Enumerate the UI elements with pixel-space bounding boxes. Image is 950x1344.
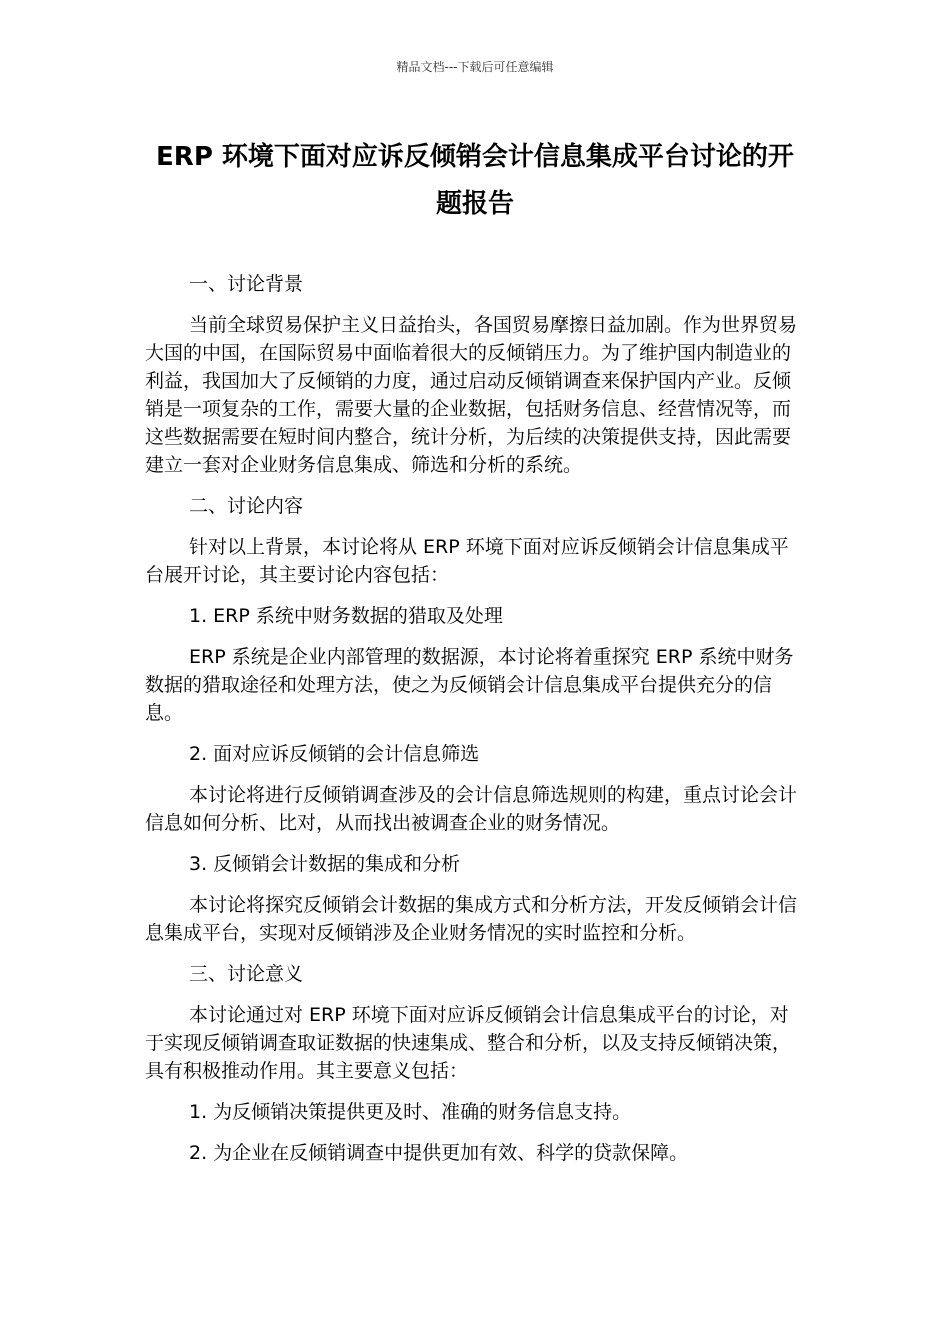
- list-item-significance-2: 2. 为企业在反倾销调查中提供更加有效、科学的贷款保障。: [189, 1142, 689, 1164]
- header-note: 精品文档---下载后可任意编辑: [396, 60, 554, 74]
- paragraph-integration-analysis: 本讨论将探究反倾销会计数据的集成方式和分析方法，开发反倾销会计信息集成平台，实现对反倾销涉及企业财务情况的实时监控和分析。: [145, 894, 798, 944]
- list-item-significance-1: 1. 为反倾销决策提供更及时、准确的财务信息支持。: [189, 1101, 632, 1123]
- document-body: [145, 270, 805, 1180]
- paragraph-background: 当前全球贸易保护主义日益抬头，各国贸易摩擦日益加剧。作为世界贸易大国的中国，在国际贸易中面临着很大的反倾销压力。为了维护国内制造业的利益，我国加大了反倾销的力度，通过启动反倾销调查来保护国内产业。反倾销是一项复杂的工作，需要大量的企业数据，包括财务信息、经营情况等，而这些数据需要在短时间内整合，统计分析，为后续的决策提供支持，因此需要建立一套对企业财务信息集成、筛选和分析的系统。: [145, 314, 798, 476]
- section-heading-background: 一、讨论背景: [189, 273, 304, 295]
- paragraph-info-filtering: 本讨论将进行反倾销调查涉及的会计信息筛选规则的构建，重点讨论会计信息如何分析、比对，从而找出被调查企业的财务情况。: [145, 784, 798, 834]
- paragraph-erp-data: ERP 系统是企业内部管理的数据源，本讨论将着重探究 ERP 系统中财务数据的猎取途径和处理方法，使之为反倾销会计信息集成平台提供充分的信息。: [145, 646, 794, 724]
- section-heading-significance: 三、讨论意义: [189, 963, 304, 985]
- section-heading-content: 二、讨论内容: [189, 495, 304, 517]
- document-title: ERP 环境下面对应诉反倾销会计信息集成平台讨论的开题报告: [156, 142, 794, 219]
- paragraph-content-intro: 针对以上背景，本讨论将从 ERP 环境下面对应诉反倾销会计信息集成平台展开讨论，其主要讨论内容包括：: [145, 536, 789, 586]
- subheading-integration-analysis: 3. 反倾销会计数据的集成和分析: [189, 853, 461, 875]
- paragraph-significance: 本讨论通过对 ERP 环境下面对应诉反倾销会计信息集成平台的讨论，对于实现反倾销调查取证数据的快速集成、整合和分析，以及支持反倾销决策，具有积极推动作用。其主要意义包括：: [145, 1004, 792, 1082]
- subheading-info-filtering: 2. 面对应诉反倾销的会计信息筛选: [189, 743, 480, 765]
- subheading-erp-data: 1. ERP 系统中财务数据的猎取及处理: [189, 605, 503, 627]
